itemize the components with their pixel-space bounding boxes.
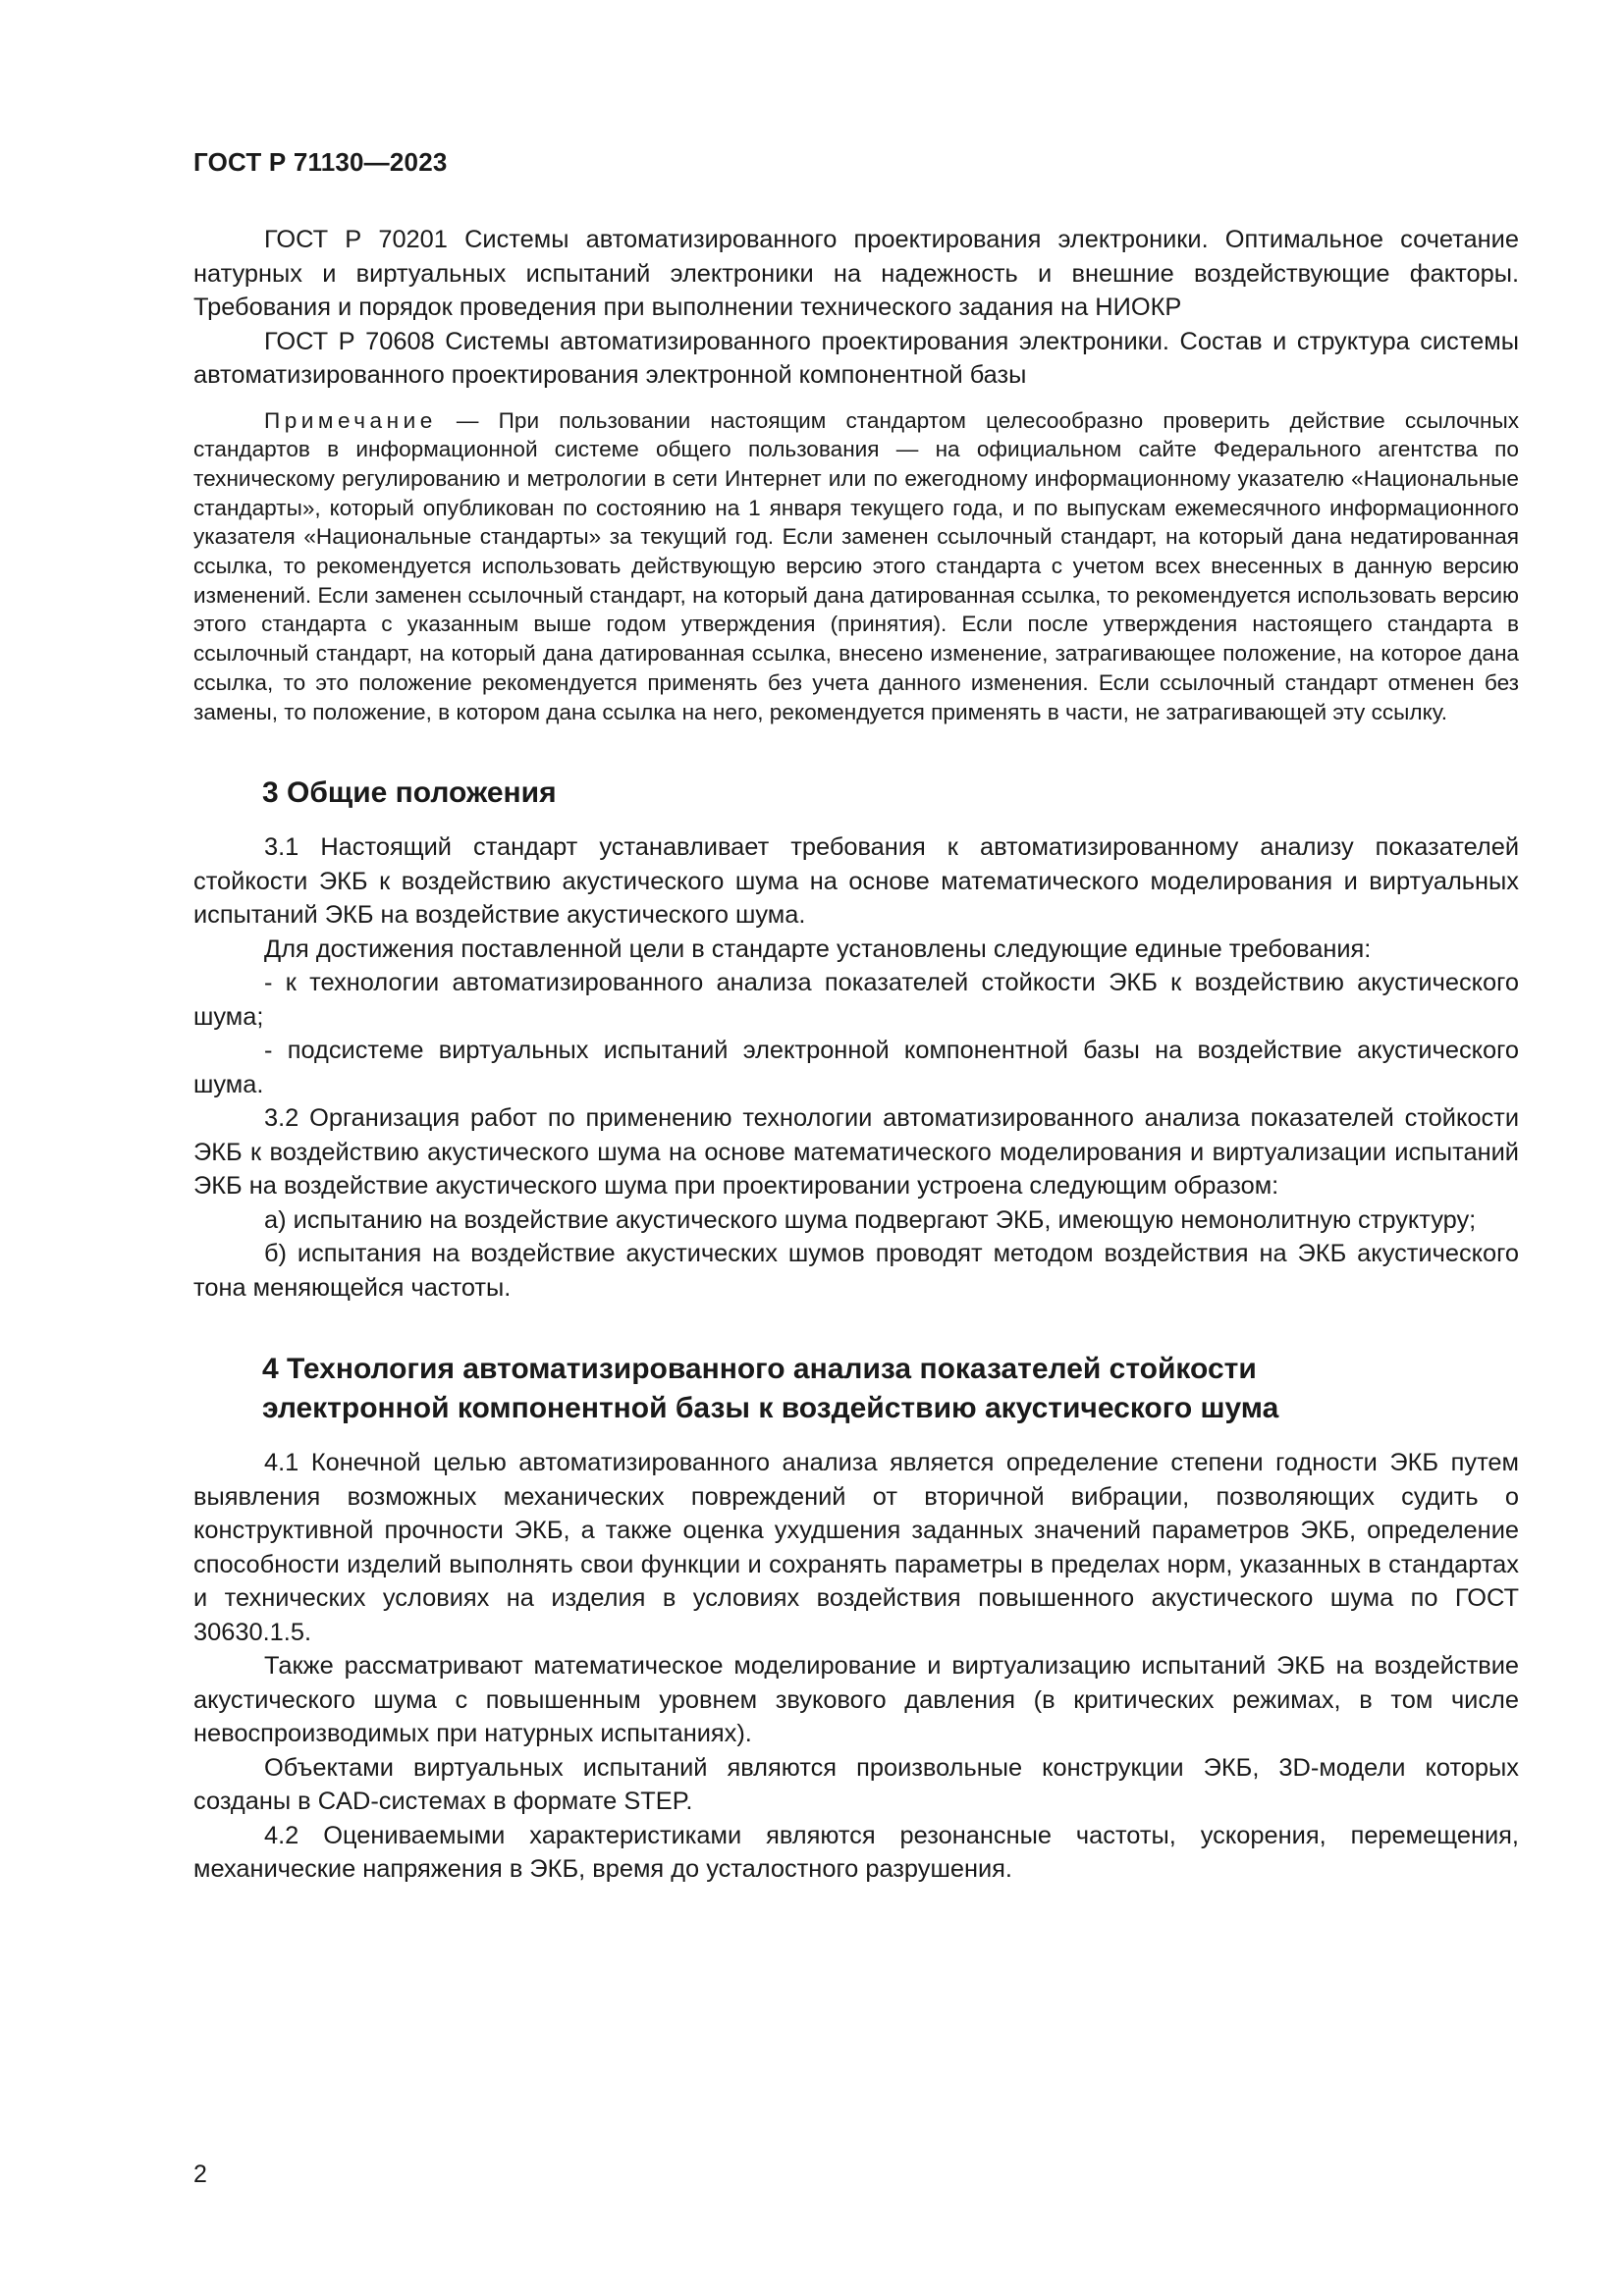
section-4-heading-line-1: 4 Технология автоматизированного анализа показателей стойкости	[262, 1353, 1257, 1386]
paragraph-4-1-objects: Объектами виртуальных испытаний являются произвольные конструкции ЭКБ, 3D-модели которых созданы в CAD-системах в формате STEP.	[193, 1753, 1519, 1816]
list-item-subsystem-requirement: - подсистеме виртуальных испытаний электронной компонентной базы на воздействие акустического шума.	[193, 1037, 1519, 1098]
paragraph-4-1-modeling: Также рассматривают математическое моделирование и виртуализацию испытаний ЭКБ на воздействие акустического шума с повышенным уровнем звукового давления (в критических режимах, в том числе невоспроизводимых при натурных испытаниях).	[193, 1652, 1519, 1748]
section-4-heading	[193, 1350, 1519, 1428]
note-text: — При пользовании настоящим стандартом целесообразно проверить действие ссылочных стандартов в информационной системе общего пользования — на официальном сайте Федерального агентства по техническому регулированию и метрологии в сети Интернет или по ежегодному информационному указателю «Национальные стандарты», который опубликован по состоянию на 1 января текущего года, и по выпускам ежемесячного информационного указателя «Национальные стандарты» за текущий год. Если заменен ссылочный стандарт, на который дана недатированная ссылка, то рекомендуется использовать действующую версию этого стандарта с учетом всех внесенных в данную версию изменений. Если заменен ссылочный стандарт, на который дана датированная ссылка, то рекомендуется использовать версию этого стандарта с указанным выше годом утверждения (принятия). Если после утверждения настоящего стандарта в ссылочный стандарт, на который дана датированная ссылка, внесено изменение, затрагивающее положение, на которое дана ссылка, то это положение рекомендуется применять без учета данного изменения. Если ссылочный стандарт отменен без замены, то положение, в котором дана ссылка на него, рекомендуется применять в части, не затрагивающей эту ссылку.	[193, 407, 1519, 724]
list-item-technology-requirement: - к технологии автоматизированного анализа показателей стойкости ЭКБ к воздействию акустического шума;	[193, 969, 1519, 1031]
list-item-a: а) испытанию на воздействие акустического шума подвергают ЭКБ, имеющую немонолитную структуру;	[264, 1205, 1477, 1234]
paragraph-4-2: 4.2 Оцениваемыми характеристиками являются резонансные частоты, ускорения, перемещения, механические напряжения в ЭКБ, время до усталостного разрушения.	[193, 1821, 1519, 1884]
list-item-b: б) испытания на воздействие акустических шумов проводят методом воздействия на ЭКБ акустического тона меняющейся частоты.	[193, 1240, 1519, 1302]
paragraph-3-1-requirements-intro: Для достижения поставленной цели в стандарте установлены следующие единые требования:	[264, 934, 1372, 963]
section-4-heading-line-2: электронной компонентной базы к воздействию акустического шума	[262, 1392, 1279, 1425]
document-code-header: ГОСТ Р 71130—2023	[193, 147, 448, 177]
paragraph-3-2: 3.2 Организация работ по применению технологии автоматизированного анализа показателей стойкости ЭКБ к воздействию акустического шума на основе математического моделирования и виртуализации испытаний ЭКБ на воздействие акустического шума при проектировании устроена следующим образом:	[193, 1104, 1519, 1201]
page-content	[193, 223, 1519, 1887]
section-3-heading: 3 Общие положения	[262, 776, 557, 810]
page-number: 2	[193, 2161, 207, 2188]
reference-gost-70201: ГОСТ Р 70201 Системы автоматизированного проектирования электроники. Оптимальное сочетание натурных и виртуальных испытаний электроники на надежность и внешние воздействующие факторы. Требования и порядок проведения при выполнении технического задания на НИОКР	[193, 226, 1519, 321]
paragraph-3-1: 3.1 Настоящий стандарт устанавливает требования к автоматизированному анализу показателей стойкости ЭКБ к воздействию акустического шума на основе математического моделирования и виртуальных испытаний ЭКБ на воздействие акустического шума.	[193, 833, 1519, 930]
reference-note	[193, 406, 1519, 727]
note-label: Примечание	[264, 407, 437, 433]
paragraph-4-1: 4.1 Конечной целью автоматизированного анализа является определение степени годности ЭКБ путем выявления возможных механических повреждений от вторичной вибрации, позволяющих судить о конструктивной прочности ЭКБ, а также оценка ухудшения заданных значений параметров ЭКБ, определение способности изделий выполнять свои функции и сохранять параметры в пределах норм, указанных в стандартах и технических условиях на изделия в условиях воздействия повышенного акустического шума по ГОСТ 30630.1.5.	[193, 1449, 1519, 1646]
reference-gost-70608: ГОСТ Р 70608 Системы автоматизированного проектирования электроники. Состав и структура системы автоматизированного проектирования электронной компонентной базы	[193, 327, 1519, 389]
